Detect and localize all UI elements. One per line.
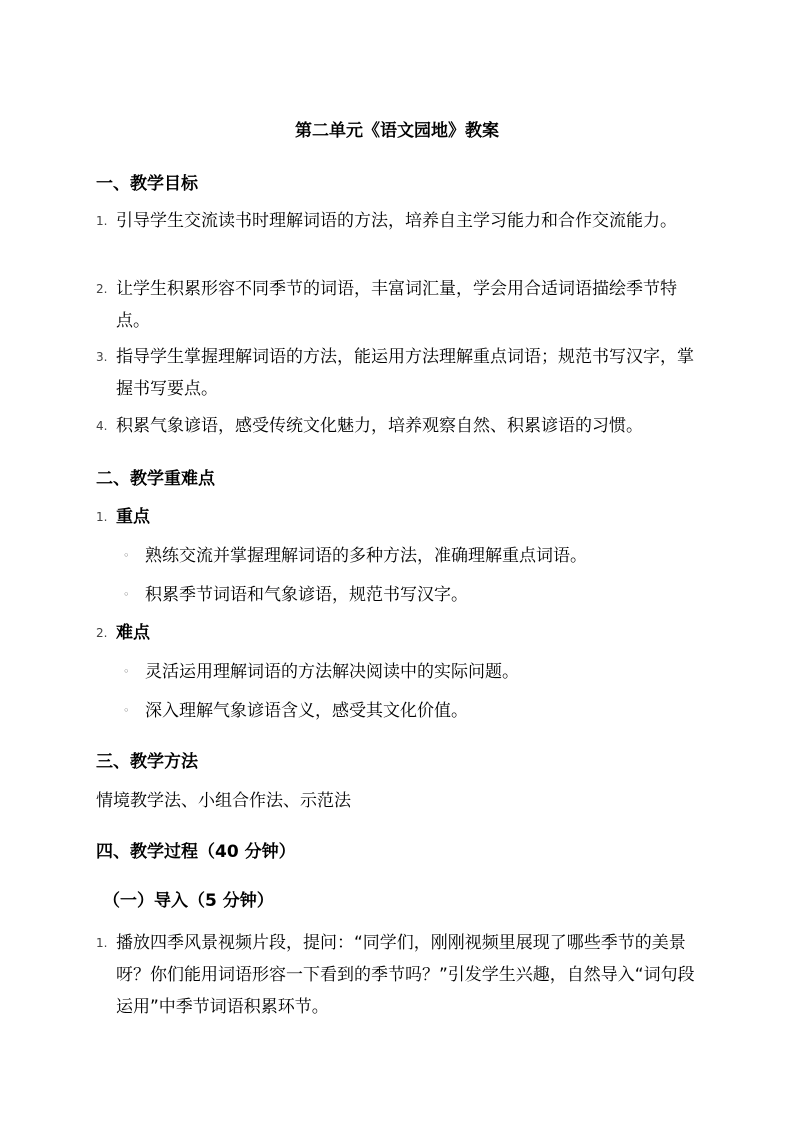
list-item-text: 播放四季风景视频片段，提问：“同学们，刚刚视频里展现了哪些季节的美景呀？你们能用词语形容一下看到的季节吗？”引发学生兴趣，自然导入“词句段运用”中季节词语积累环节。 [116, 933, 695, 1017]
bullet-symbol: ◦ [123, 665, 130, 678]
section-heading-key-points: 二、教学重难点 [96, 469, 215, 489]
list-item-text: 让学生积累形容不同季节的词语，丰富词汇量，学会用合适词语描绘季节特点。 [116, 279, 677, 331]
list-item [96, 273, 702, 337]
list-item-difficulties [96, 617, 702, 649]
subsection-heading-intro: （一）导入（5 分钟） [103, 891, 274, 911]
list-number: 1. [96, 936, 108, 950]
bullet-item [123, 661, 703, 683]
bullet-symbol: ◦ [123, 704, 130, 717]
list-item [96, 410, 702, 442]
list-item-key-points [96, 501, 702, 533]
list-number: 4. [96, 419, 108, 433]
section-heading-process: 四、教学过程（40 分钟） [96, 842, 296, 862]
bullet-text: 灵活运用理解词语的方法解决阅读中的实际问题。 [145, 662, 519, 682]
section-heading-methods: 三、教学方法 [96, 752, 198, 772]
list-number: 1. [96, 510, 108, 524]
list-item-text: 引导学生交流读书时理解词语的方法，培养自主学习能力和合作交流能力。 [116, 211, 677, 231]
list-number: 2. [96, 626, 108, 640]
bullet-text: 积累季节词语和气象谚语，规范书写汉字。 [145, 585, 468, 605]
list-number: 3. [96, 350, 108, 364]
list-item [96, 927, 702, 1023]
list-item [96, 341, 702, 405]
list-item-text: 指导学生掌握理解词语的方法，能运用方法理解重点词语；规范书写汉字，掌握书写要点。 [116, 347, 694, 399]
group-label: 难点 [116, 623, 150, 643]
section-heading-objectives: 一、教学目标 [96, 174, 198, 194]
bullet-item [123, 584, 703, 606]
bullet-symbol: ◦ [123, 588, 130, 601]
bullet-item [123, 545, 703, 567]
group-label: 重点 [116, 507, 150, 527]
bullet-symbol: ◦ [123, 549, 130, 562]
document-title: 第二单元《语文园地》教案 [295, 121, 499, 141]
bullet-item [123, 700, 703, 722]
methods-text: 情境教学法、小组合作法、示范法 [96, 791, 351, 811]
list-item-text: 积累气象谚语，感受传统文化魅力，培养观察自然、积累谚语的习惯。 [116, 416, 643, 436]
bullet-text: 熟练交流并掌握理解词语的多种方法，准确理解重点词语。 [145, 546, 587, 566]
list-item [96, 205, 702, 237]
list-number: 1. [96, 214, 108, 228]
bullet-text: 深入理解气象谚语含义，感受其文化价值。 [145, 701, 468, 721]
list-number: 2. [96, 282, 108, 296]
